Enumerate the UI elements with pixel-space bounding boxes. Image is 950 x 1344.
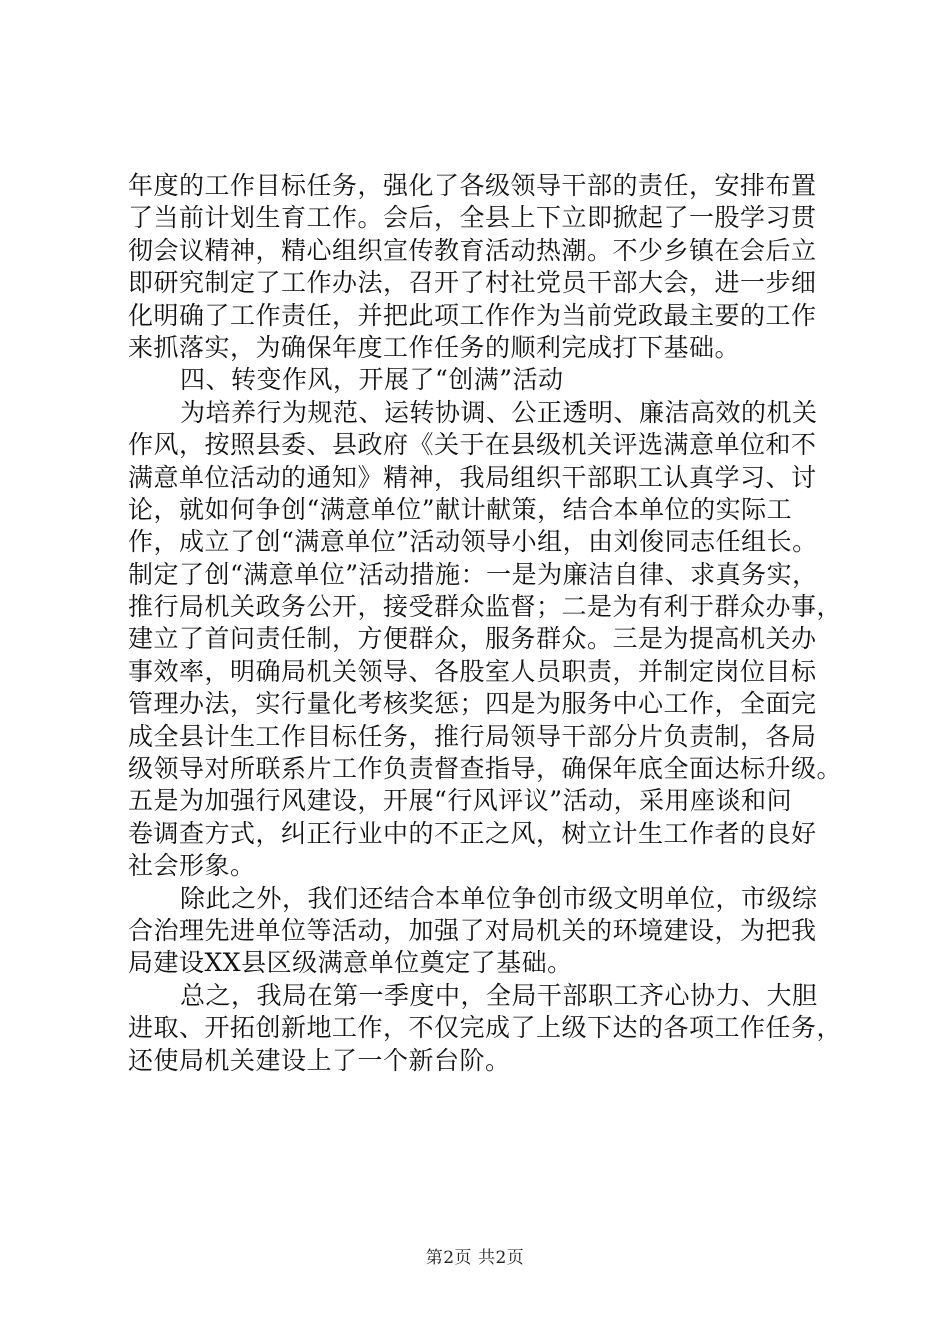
text-line: 四、转变作风，开展了“创满”活动: [180, 365, 564, 395]
text-line: 五是为加强行风建设，开展“行风评议”活动，采用座谈和问: [128, 786, 793, 816]
text-line: 彻会议精神，精心组织宣传教育活动热潮。不少乡镇在会后立: [128, 235, 817, 265]
text-line: 管理办法，实行量化考核奖惩；四是为服务中心工作，全面完: [128, 689, 817, 719]
text-line: 作，成立了创“满意单位”活动领导小组，由刘俊同志任组长。: [128, 527, 818, 557]
text-line: 论，就如何争创“满意单位”献计献策，结合本单位的实际工: [128, 494, 793, 524]
text-line: 化明确了工作责任，并把此项工作作为当前党政最主要的工作: [128, 300, 817, 330]
text-line: 成全县计生工作目标任务，推行局领导干部分片负责制，各局: [128, 721, 817, 751]
text-line: 局建设XX县区级满意单位奠定了基础。: [128, 948, 573, 978]
text-line: 进取、开拓创新地工作，不仅完成了上级下达的各项工作任务，: [128, 1013, 843, 1043]
text-line: 建立了首问责任制，方便群众，服务群众。三是为提高机关办: [128, 624, 817, 654]
text-line: 除此之外，我们还结合本单位争创市级文明单位，市级综: [180, 883, 818, 913]
text-line: 作风，按照县委、县政府《关于在县级机关评选满意单位和不: [128, 430, 817, 460]
text-line: 总之，我局在第一季度中，全局干部职工齐心协力、大胆: [180, 980, 818, 1010]
text-line: 合治理先进单位等活动，加强了对局机关的环境建设，为把我: [128, 915, 817, 945]
text-line: 卷调查方式，纠正行业中的不正之风，树立计生工作者的良好: [128, 818, 817, 848]
text-line: 事效率，明确局机关领导、各股室人员职责，并制定岗位目标: [128, 656, 817, 686]
text-line: 年度的工作目标任务，强化了各级领导干部的责任，安排布置: [128, 171, 817, 200]
document-body: [128, 170, 843, 1077]
text-line: 为培养行为规范、运转协调、公正透明、廉洁高效的机关: [180, 397, 818, 427]
text-line: 了当前计划生育工作。会后，全县上下立即掀起了一股学习贯: [128, 203, 817, 233]
text-line: 来抓落实，为确保年度工作任务的顺利完成打下基础。: [128, 332, 741, 362]
text-line: 社会形象。: [128, 851, 256, 881]
text-line: 还使局机关建设上了一个新台阶。: [128, 1045, 511, 1075]
page-footer: 第2页 共2页: [425, 1248, 525, 1268]
text-line: 级领导对所联系片工作负责督查指导，确保年底全面达标升级。: [128, 754, 843, 784]
text-line: 推行局机关政务公开，接受群众监督；二是为有利于群众办事，: [128, 592, 843, 622]
text-line: 制定了创“满意单位”活动措施：一是为廉洁自律、求真务实，: [128, 559, 818, 589]
text-line: 即研究制定了工作办法，召开了村社党员干部大会，进一步细: [128, 268, 817, 298]
text-line: 满意单位活动的通知》精神，我局组织干部职工认真学习、讨: [128, 462, 817, 492]
